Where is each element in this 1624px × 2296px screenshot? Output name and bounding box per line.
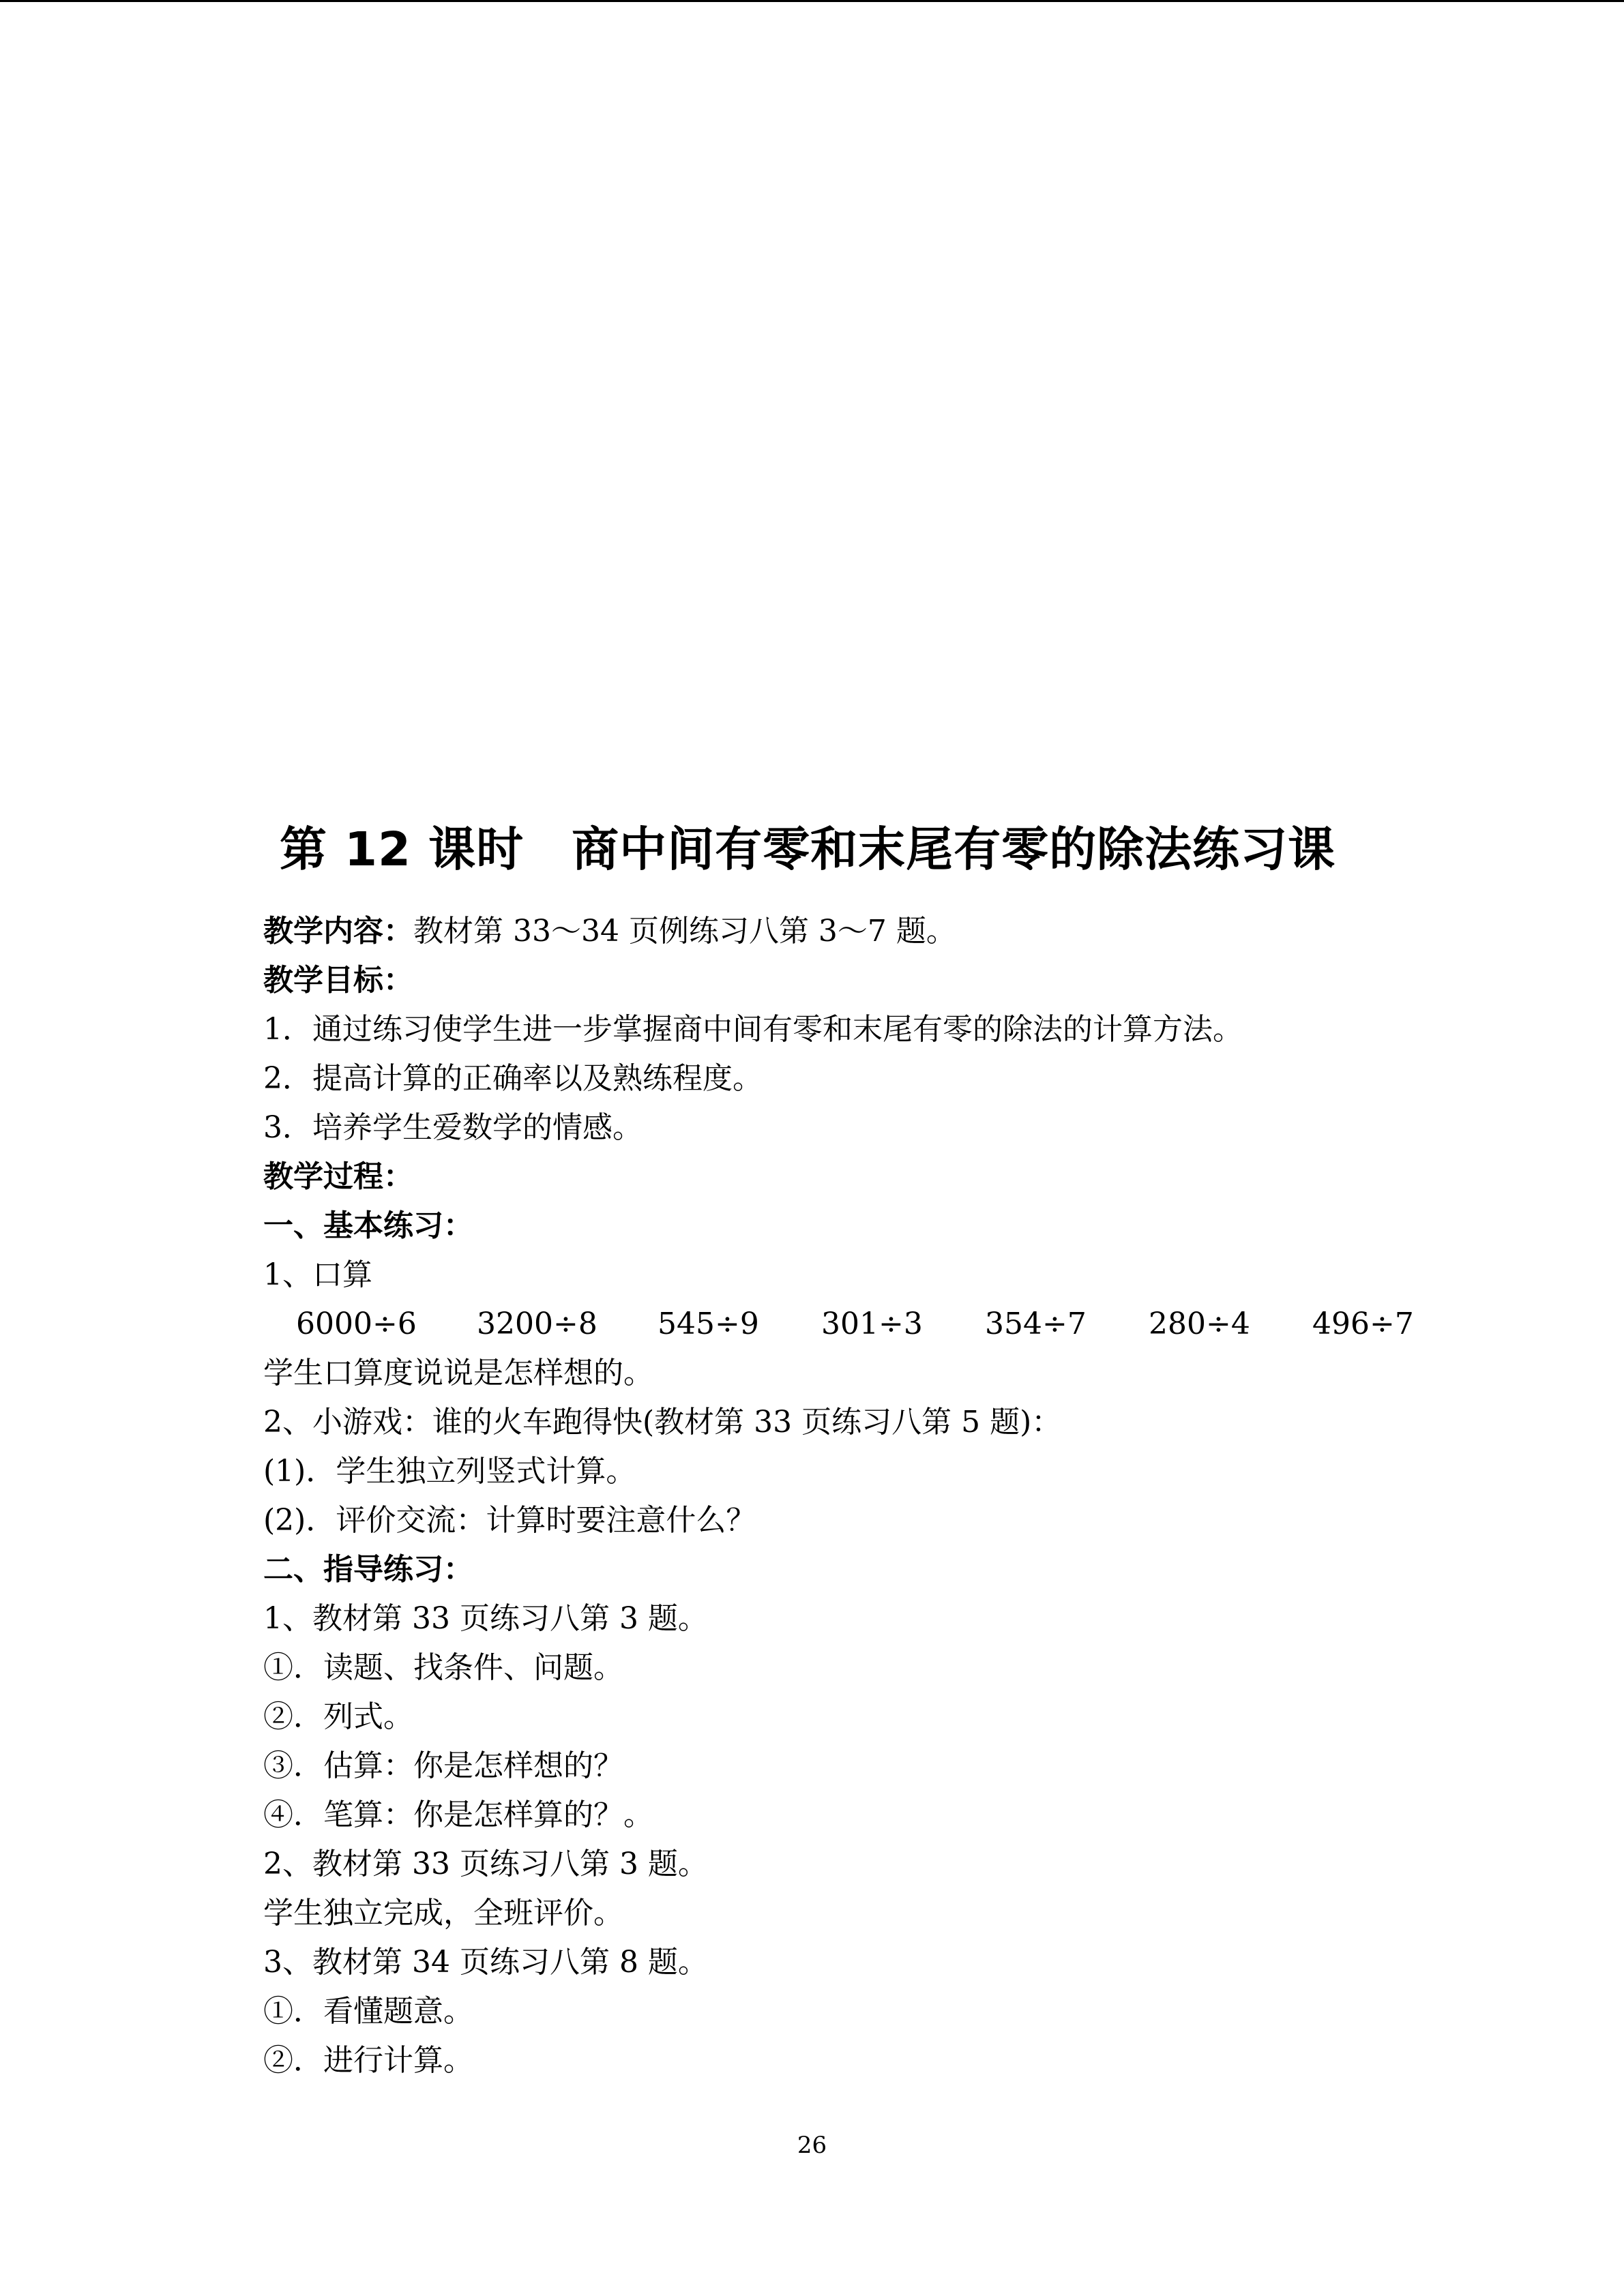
process-heading: 教学过程：: [263, 1159, 413, 1194]
calculation-item: 301÷3: [821, 1307, 923, 1341]
guided-practice-line: ①．看懂题意。: [263, 1994, 473, 2029]
calculation-item: 3200÷8: [477, 1307, 597, 1341]
guided-practice-line: ①．读题、找条件、问题。: [263, 1650, 623, 1685]
calculation-item: 6000÷6: [296, 1307, 417, 1341]
game-title: 2、小游戏：谁的火车跑得快(教材第 33 页练习八第 5 题)：: [263, 1405, 1062, 1440]
game-step: (1)．学生独立列竖式计算。: [263, 1454, 636, 1489]
guided-practice-line: 2、教材第 33 页练习八第 3 题。: [263, 1847, 708, 1881]
calculation-item: 545÷9: [658, 1307, 759, 1341]
teaching-content-text: 教材第 33～34 页例练习八第 3～7 题。: [413, 914, 956, 949]
guided-practice-line: ②．进行计算。: [263, 2043, 473, 2078]
objective-item: 3．培养学生爱数学的情感。: [263, 1110, 643, 1145]
lesson-number: 第 12 课时: [280, 822, 525, 877]
guided-practice-line: 学生独立完成，全班评价。: [263, 1896, 623, 1930]
guided-practice-line: 1、教材第 33 页练习八第 3 题。: [263, 1601, 708, 1636]
calculation-item: 280÷4: [1149, 1307, 1250, 1341]
game-step: (2)．评价交流：计算时要注意什么？: [263, 1503, 756, 1538]
oral-calculation-row: [263, 1300, 1491, 1349]
guided-practice-line: ④．笔算：你是怎样算的？。: [263, 1798, 653, 1832]
guided-practice-line: 3、教材第 34 页练习八第 8 题。: [263, 1945, 708, 1980]
guided-practice-heading: 二、指导练习：: [263, 1552, 473, 1587]
lesson-body: [263, 907, 1491, 2085]
page-number: 26: [797, 2132, 827, 2159]
basic-practice-heading: 一、基本练习：: [263, 1208, 473, 1243]
calculation-item: 354÷7: [985, 1307, 1087, 1341]
calculation-item: 496÷7: [1312, 1307, 1414, 1341]
lesson-title: [280, 816, 1335, 884]
objective-item: 2．提高计算的正确率以及熟练程度。: [263, 1061, 763, 1096]
teaching-content-label: 教学内容：: [263, 914, 413, 949]
top-border-rule: [0, 0, 1624, 2]
teaching-content: [263, 907, 1491, 956]
oral-calculation-note: 学生口算度说说是怎样想的。: [263, 1356, 653, 1390]
lesson-topic: 商中间有零和末尾有零的除法练习课: [572, 822, 1336, 877]
guided-practice-line: ②．列式。: [263, 1699, 413, 1734]
guided-practice-line: ③．估算：你是怎样想的？: [263, 1748, 623, 1783]
objective-item: 1．通过练习使学生进一步掌握商中间有零和末尾有零的除法的计算方法。: [263, 1012, 1243, 1047]
objectives-heading: 教学目标：: [263, 963, 413, 998]
oral-calculation-title: 1、口算: [263, 1257, 372, 1292]
